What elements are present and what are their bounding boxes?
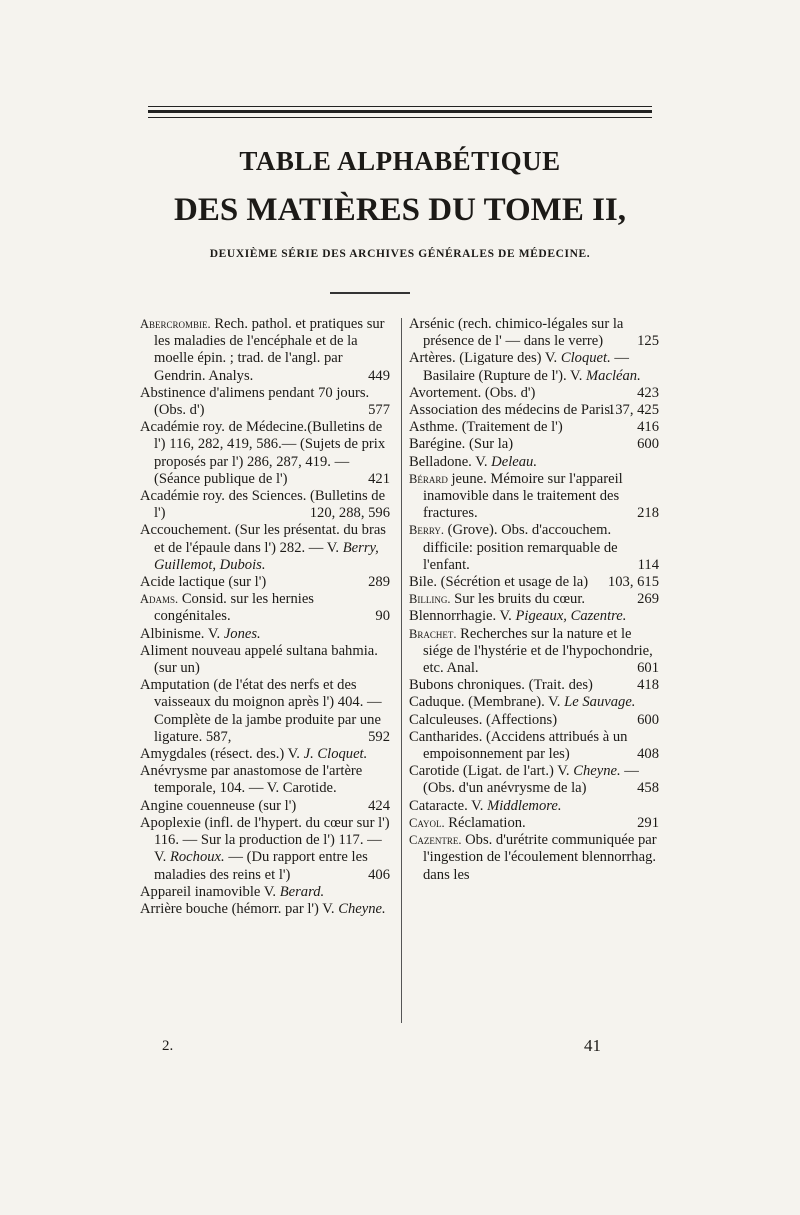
index-entry: Cantharides. (Accidens attribués à un empoisonnement par les) 408 [409,728,659,763]
index-entry: Anévrysme par anastomose de l'artère temporale, 104. — V. Carotide. [140,763,363,797]
index-entry: Angine couenneuse (sur l') 424 [140,797,390,814]
separator-rule [330,292,410,294]
top-rule-thin-lower [148,117,652,118]
index-entry: Accouchement. (Sur les présentat. du bras et de l'épaule dans l') 282. — V. Berry, Guillemot, Dubois. [140,522,386,573]
index-entry: Académie roy. des Sciences. (Bulletins de l') 120, 288, 596 [140,488,390,522]
index-entry: Apoplexie (infl. de l'hypert. du cœur sur l') 116. — Sur la production de l') 117. — V. Rochoux. — (Du rapport entre les maladies des reins et l') 406 [140,814,390,883]
index-entry: Arrière bouche (hémorr. par l') V. Cheyne. [140,900,386,917]
index-entry: Artères. (Ligature des) V. Cloquet. —Basilaire (Rupture de l'). V. Macléan. [409,350,641,384]
index-entry: Asthme. (Traitement de l') 416 [409,419,659,436]
column-divider [401,318,402,1023]
index-column-right [409,316,659,884]
title-line-3: DEUXIÈME SÉRIE DES ARCHIVES GÉNÉRALES DE MÉDECINE. [209,248,591,260]
index-entry: Cataracte. V. Middlemore. [409,797,562,814]
index-entry: Caduque. (Membrane). V. Le Sauvage. [409,694,636,711]
index-entry: Amputation (de l'état des nerfs et des vaisseaux du moignon après l') 404. — Complète de la jambe produite par une ligature. 587, 592 [140,677,390,745]
index-entry: Abstinence d'alimens pendant 70 jours. (Obs. d') 577 [140,384,390,419]
index-entry: Amygdales (résect. des.) V. J. Cloquet. [140,746,368,763]
index-entry: Albinisme. V. Jones. [140,625,261,642]
index-entry: Aliment nouveau appelé sultana bahmia. (sur un) [140,642,378,677]
index-entry: Blennorrhagie. V. Pigeaux, Cazentre. [409,608,627,625]
index-entry: Abercrombie. Rech. pathol. et pratiques sur les maladies de l'encéphale et de la moelle épin. ; trad. de l'angl. par Gendrin. Analys. 449 [140,316,390,384]
index-entry: Barégine. (Sur la) 600 [409,436,659,453]
index-entry: Belladone. V. Deleau. [409,453,537,470]
index-entry: Bérard jeune. Mémoire sur l'appareil inamovible dans le traitement des fractures. 218 [409,470,659,522]
index-entry: Acide lactique (sur l') 289 [140,574,390,591]
index-entry: Association des médecins de Paris. 137, 425 [409,402,659,419]
title-line-1: TABLE ALPHABÉTIQUE [239,146,561,176]
index-entry: Adams. Consid. sur les hernies congénitales. 90 [140,591,390,625]
index-entry: Avortement. (Obs. d') 423 [409,384,659,401]
index-entry: Académie roy. de Médecine.(Bulletins de l') 116, 282, 419, 586.— (Sujets de prix proposés par l') 286, 287, 419. — (Séance publique de l') 421 [140,419,390,487]
index-entry: Calculeuses. (Affections) 600 [409,711,659,728]
title-line-2: DES MATIÈRES DU TOME II, [173,192,627,228]
index-entry: Brachet. Recherches sur la nature et le siége de l'hystérie et de l'hypochondrie, etc. Anal. 601 [409,625,659,677]
signature-mark: 2. [162,1038,174,1054]
index-entry: Bubons chroniques. (Trait. des) 418 [409,677,659,694]
index-entry: Cayol. Réclamation. 291 [409,814,659,831]
index-entry: Cazentre. Obs. d'urétrite communiquée par l'ingestion de l'écoulement blennorrhag. dans les [409,832,657,883]
index-column-left [140,316,390,918]
index-entry: Billing. Sur les bruits du cœur. 269 [409,591,659,608]
index-entry: Bile. (Sécrétion et usage de la) 103, 615 [409,574,659,591]
index-entry: Arsénic (rech. chimico-légales sur la présence de l' — dans le verre) 125 [409,316,659,350]
index-entry: Carotide (Ligat. de l'art.) V. Cheyne. — (Obs. d'un anévrysme de la) 458 [409,763,659,797]
top-rule-thin [148,106,652,107]
page-number: 41 [584,1036,601,1055]
index-entry: Appareil inamovible V. Berard. [140,883,325,900]
top-rule-thick [148,110,652,113]
index-entry: Berry. (Grove). Obs. d'accouchem. difficile: position remarquable de l'enfant. 114 [409,522,659,573]
